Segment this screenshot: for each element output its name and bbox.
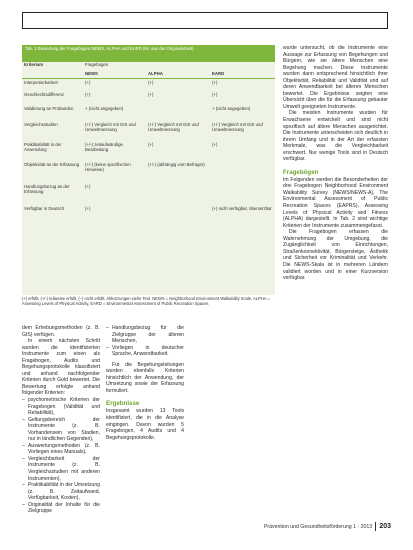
page-number: 203: [379, 523, 391, 530]
page-footer: [264, 522, 391, 531]
row-label: Verfügbar in Deutsch: [24, 206, 65, 211]
paragraph: Im Folgenden werden die Besonderheiten der drei Fragebogen Neighborhood Environment Walkability Survey (NEWS/NEWS-A), The Environmental Assessment of Public Recreation Spaces (EAPRS), Assessing Levels of Physical Activity and Fitness (ALPHA) dargestellt. In Tab. 2 sind wichtige Kriterien der Instrumente zusammengefasst.: [283, 176, 388, 229]
list-item: – Handlungsbezug für die Zielgruppe der älteren Menschen,: [106, 325, 184, 345]
list-item: – Vergleichbarkeit der Instrumente (z. B. Vergleichsstudien mit anderen Instrumenten),: [22, 456, 100, 482]
col-head-alpha: ALPHA: [148, 71, 163, 76]
list-item: – Originalität der Inhalte für die Zielgruppe: [22, 502, 100, 515]
criteria-list-cont: [106, 325, 184, 358]
table-cell: (+): [85, 92, 91, 97]
table-footnote: (+) erfüllt, (+/-) teilweise erfüllt, (–) nicht erfüllt. Abkürzungen siehe Text. NEWS = Neighborhood Environment Walkability Scale, ALPHA = Assessing Levels of Physical Activity, EARD = Environmental Assessment of Public Recreation Spaces: [22, 296, 270, 307]
right-column: [283, 45, 388, 282]
list-item: – Geltungsbereich der Instrumente (z. B. Vorhandensein von Stadien, nur in ländlichen Gegenden),: [22, 417, 100, 443]
paragraph: Insgesamt wurden 13 Tools identifiziert, die in die Analyse eingingen. Davon wurden 5 Fragebogen, 4 Audits und 4 Begehungsprotokolle.: [106, 408, 184, 441]
table-header-questionnaire: Fragebogen: [85, 62, 109, 67]
row-label: Objektivität an der Erfassung: [24, 162, 80, 167]
row-label: Interpretierbarkeit: [24, 80, 58, 85]
table-cell: (+): [85, 184, 91, 189]
row-label: Handlungsbezug an der Erfassung: [24, 184, 70, 195]
table-title: Tab. 2 Bewertung der Fragebogen NEWS, ALPHA und EARD (Nr. aus der Originalarbeit): [22, 45, 275, 62]
table-cell: (+): [212, 80, 218, 85]
table-cell: + (nicht angegeben): [212, 106, 251, 111]
table-cell: (+/-) Vergleich mit GIS und Umweltmessung: [148, 122, 199, 133]
table-cell: (+) nicht verfügbar, übersetzbar: [212, 206, 272, 211]
left-column: [22, 325, 100, 515]
paragraph: Die Fragebogen erfassen die Wahrnehmung der Umgebung, die Zugänglichkeit von Einrichtungen, Straßenkonnektivität, Bürgersteige, Ästhetik und Sicherheit vor Kriminalität und Verkehr. Die NEWS-Skala ist in mehreren Ländern validiert worden und in einer Kurzversion verfügbar.: [283, 229, 388, 282]
table-cell: (+/-) (keine spezifischen Hinweise): [85, 162, 131, 173]
table-cell: (+/-) Vergleich mit GIS und Umweltmessung: [212, 122, 263, 133]
section-heading-results: Ergebnisse: [106, 400, 140, 408]
section-heading-questionnaires: Fragebögen: [283, 168, 319, 176]
middle-column: [106, 325, 184, 441]
row-label: Geschlechtsdifferenz: [24, 92, 65, 97]
table-cell: (+): [212, 142, 218, 147]
list-item: – psychometrische Kriterien der Fragebogen (Validität und Reliabilität),: [22, 397, 100, 417]
journal-name: Prävention und Gesundheitsförderung 1 · 2013: [263, 523, 373, 530]
header-bar: [22, 12, 388, 29]
table-cell: (+): [148, 80, 154, 85]
paragraph: wurde untersucht, ob die Instrumente eine Aussage zur Erfassung von Begehungen und Bürgern, wie sie ältere Menschen eine Begehung machen. Diese Instrumente wurden dann entsprechend hinsichtlich ihrer Objektivität, Reliabilität und Validität und auf deren Anwendbarkeit bei älteren Menschen bewertet. Die Ergebnisse zeigten eine Übersicht über die für die Erfassung gebauter Umwelt geeigneten Instrumente.: [283, 45, 388, 110]
col-head-eard: EARD: [212, 71, 225, 76]
list-item: – Praktikabilität in der Umsetzung (z. B. Zeitaufwand, Verfügbarkeit, Kosten),: [22, 482, 100, 502]
table-cell: (+): [148, 92, 154, 97]
table-cell: (+): [212, 92, 218, 97]
criteria-list: [22, 397, 100, 515]
table-cell: (+/-) zeitaufwändige Bearbeitung: [85, 142, 123, 153]
paragraph: dem Erhebungsmethoden (z. B. GIS) verfügen.: [22, 325, 100, 338]
footer-divider: [375, 522, 376, 531]
table-cell: (+): [85, 206, 91, 211]
list-item: – Auswertungsmethoden (z. B. Vorliegen eines Manuals),: [22, 443, 100, 456]
table-cell: (+/-) Vergleich mit GIS und Umweltmessung: [85, 122, 136, 133]
row-label: Validierung an Probanden: [24, 106, 74, 111]
table-rule: [22, 78, 275, 79]
table-cell: + (nicht angegeben): [85, 106, 124, 111]
paragraph: In einem nächsten Schritt wurden die identifizierten Instrumente zum einen als Fragebogen, Audits und Begehungsprotokolle klassifiziert und anhand nachfolgender Kriterien durch Gold bewertet. Die Bewertung erfolgte anhand folgender Kriterien:: [22, 338, 100, 397]
table-cell: (+/-) (abhängig vom Befrager): [148, 162, 205, 167]
row-label: Praktikabilität in der Anwendung: [24, 142, 62, 153]
paragraph: Die meisten Instrumente wurden für Erwachsene entwickelt und sind nicht spezifisch auf ältere Menschen ausgerichtet. Die Instrumente unterscheiden sich deutlich in ihrem Umfang und in der Art der erfassten Merkmale, was die Vergleichbarkeit erschwert. Nur wenige Tools sind in Deutsch verfügbar.: [283, 110, 388, 163]
row-label: Vergleichsstudien: [24, 122, 58, 127]
list-item: – Vorliegen in deutscher Sprache, Anwendbarkeit.: [106, 345, 184, 358]
table-header-criterion: Kriterium: [24, 62, 44, 67]
table-cell: (+): [85, 80, 91, 85]
col-head-news: NEWS: [85, 71, 98, 76]
table-cell: (+): [148, 142, 154, 147]
paragraph: Für die Begehungsleitungen wurden ebenfalls Kriterien hinsichtlich der Anwendung, der Umsetzung sowie der Erfassung formuliert.: [106, 361, 184, 394]
